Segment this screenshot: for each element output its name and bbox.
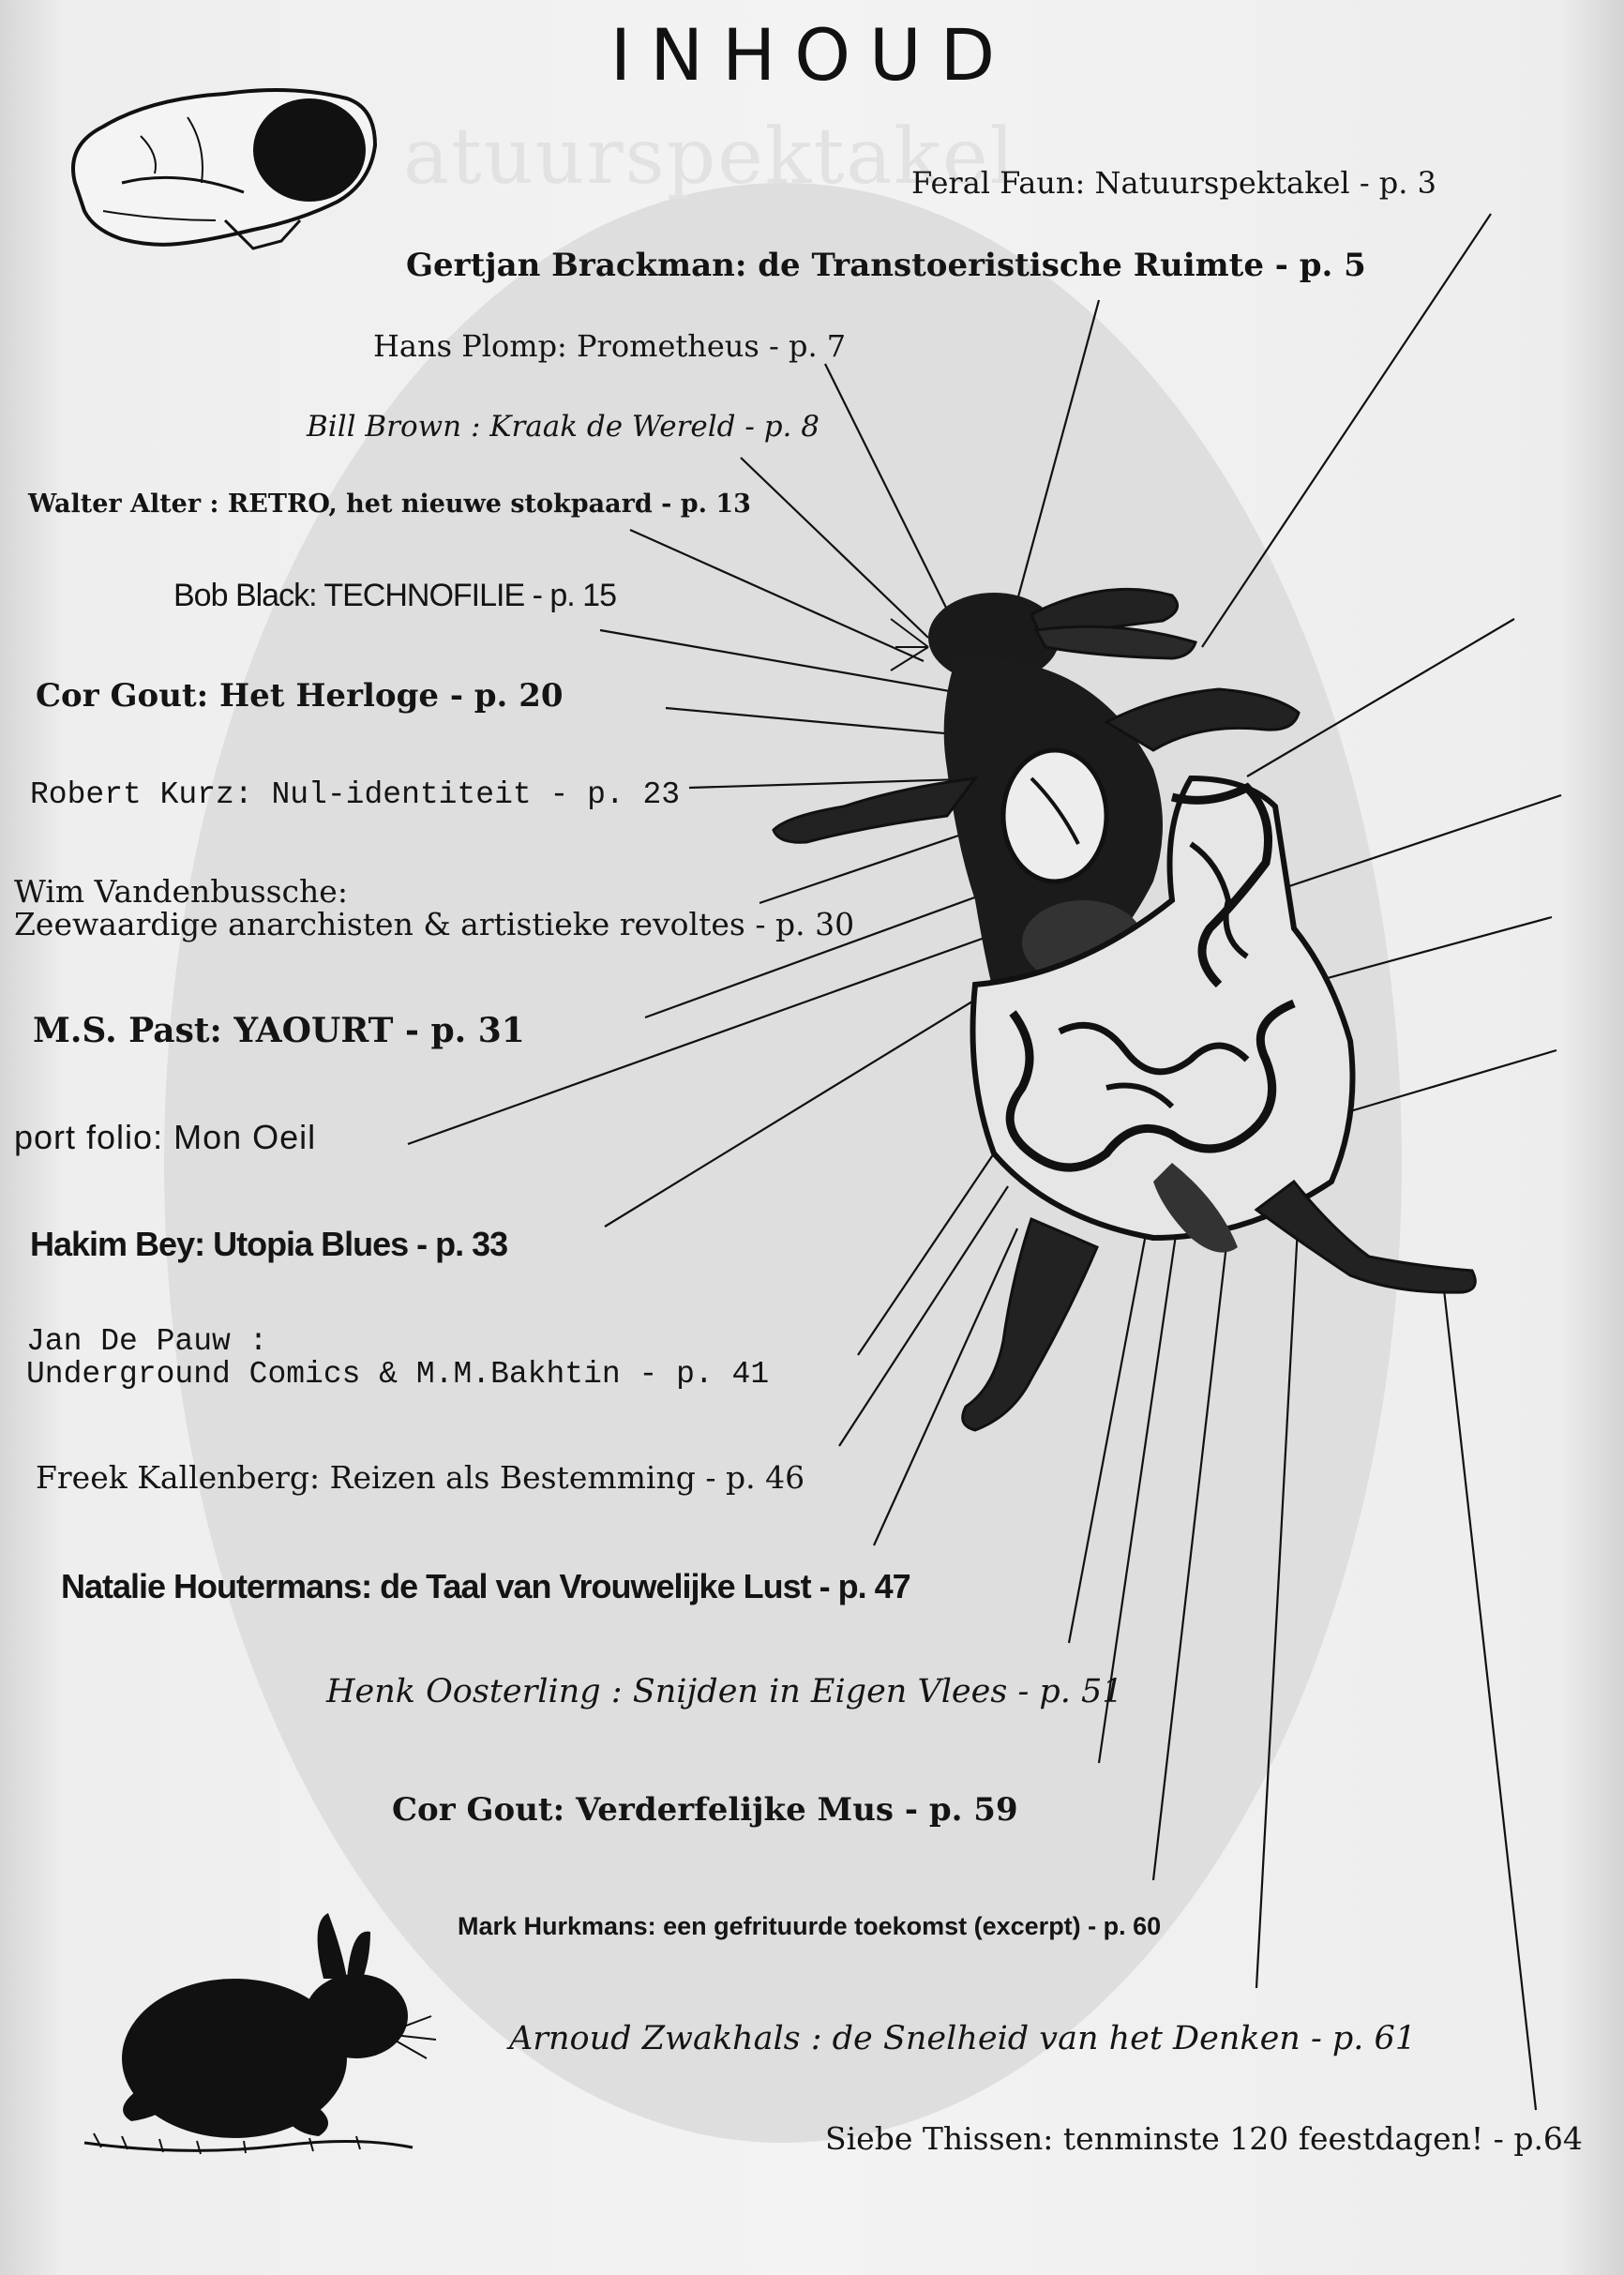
leader-line <box>605 994 985 1227</box>
toc-entry-bob-black[interactable]: Bob Black: TECHNOFILIE - p. 15 <box>173 578 616 613</box>
toc-entry-jan-de-pauw-title[interactable]: Underground Comics & M.M.Bakhtin - p. 41 <box>26 1357 770 1392</box>
toc-entry-hans-plomp[interactable]: Hans Plomp: Prometheus - p. 7 <box>373 328 847 364</box>
leader-line <box>1247 619 1514 776</box>
toc-entry-cor-gout-mus[interactable]: Cor Gout: Verderfelijke Mus - p. 59 <box>392 1791 1018 1829</box>
toc-entry-portfolio[interactable]: port folio: Mon Oeil <box>14 1118 317 1156</box>
rabbit-illustration <box>84 1913 436 2154</box>
leader-line <box>1153 1228 1228 1880</box>
hare-dissection-illustration <box>774 589 1475 1430</box>
toc-entry-bill-brown[interactable]: Bill Brown : Kraak de Wereld - p. 8 <box>307 410 820 444</box>
toc-entry-mark-hurkmans[interactable]: Mark Hurkmans: een gefrituurde toekomst (excerpt) - p. 60 <box>458 1912 1162 1940</box>
leader-line <box>1444 1289 1536 2110</box>
toc-entry-ms-past[interactable]: M.S. Past: YAOURT - p. 31 <box>33 1011 525 1050</box>
page-title: INHOUD <box>609 13 1015 97</box>
leader-line <box>1303 917 1552 985</box>
toc-entry-natalie-houtermans[interactable]: Natalie Houtermans: de Taal van Vrouwelijke Lust - p. 47 <box>61 1567 910 1605</box>
toc-entry-wim-vandenbussche-title[interactable]: Zeewaardige anarchisten & artistieke revoltes - p. 30 <box>14 906 855 942</box>
leader-line <box>1350 1050 1556 1111</box>
toc-entry-hakim-bey[interactable]: Hakim Bey: Utopia Blues - p. 33 <box>30 1225 508 1263</box>
leader-line <box>1017 300 1099 600</box>
toc-entry-cor-gout-herloge[interactable]: Cor Gout: Het Herloge - p. 20 <box>36 677 564 715</box>
toc-entry-siebe-thissen[interactable]: Siebe Thissen: tenminste 120 feestdagen! - p.64 <box>825 2120 1583 2157</box>
toc-entry-robert-kurz[interactable]: Robert Kurz: Nul-identiteit - p. 23 <box>30 777 681 812</box>
leader-line <box>630 530 924 661</box>
leader-line <box>600 630 966 694</box>
toc-entry-freek-kallenberg[interactable]: Freek Kallenberg: Reizen als Bestemming - p. 46 <box>36 1459 805 1496</box>
toc-entry-feral-faun[interactable]: Feral Faun: Natuurspektakel - p. 3 <box>911 165 1436 201</box>
toc-entry-henk-oosterling[interactable]: Henk Oosterling : Snijden in Eigen Vlees - p. 51 <box>326 1673 1123 1710</box>
toc-entry-arnoud-zwakhals[interactable]: Arnoud Zwakhals : de Snelheid van het Denken - p. 61 <box>509 2020 1417 2057</box>
toc-entry-jan-de-pauw-author[interactable]: Jan De Pauw : <box>26 1324 268 1359</box>
background-watermark: atuurspektakel <box>403 113 1016 202</box>
leader-line <box>741 458 928 638</box>
skull-illustration <box>73 90 375 249</box>
leader-line <box>1275 795 1561 891</box>
leader-line <box>825 364 947 610</box>
leader-line <box>1256 1210 1299 1988</box>
leader-line <box>666 708 975 736</box>
toc-entry-walter-alter[interactable]: Walter Alter : RETRO, het nieuwe stokpaard - p. 13 <box>28 490 751 519</box>
toc-entry-wim-vandenbussche-author[interactable]: Wim Vandenbussche: <box>14 873 348 910</box>
toc-entry-gertjan-brackman[interactable]: Gertjan Brackman: de Transtoeristische Ruimte - p. 5 <box>406 247 1366 284</box>
